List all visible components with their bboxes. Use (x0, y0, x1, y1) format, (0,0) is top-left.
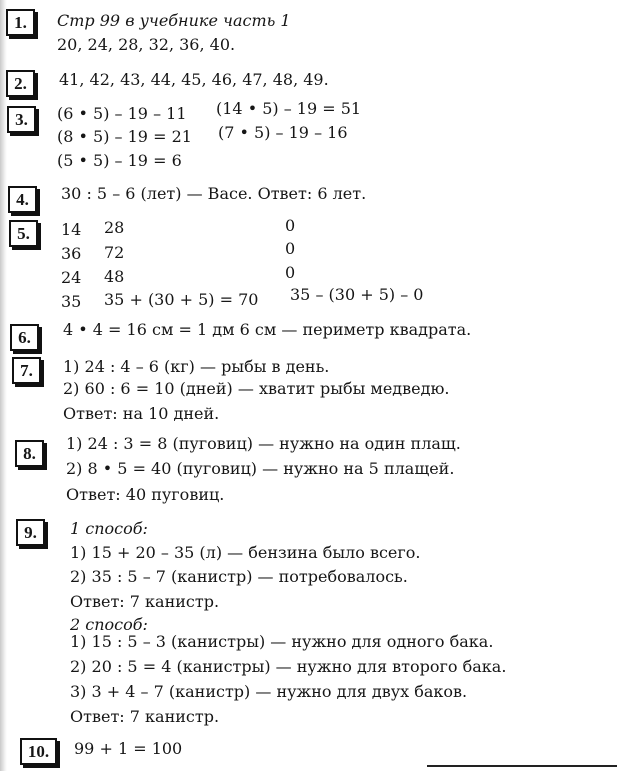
problem-number: 5. (9, 220, 38, 247)
answer-line: 36 (61, 244, 82, 263)
answer-line: 3) 3 + 4 – 7 (канистр) — нужно для двух баков. (70, 682, 468, 701)
answer-line: (14 • 5) – 19 = 51 (216, 99, 362, 118)
answer-line: 0 (285, 263, 296, 282)
answer-line: 99 + 1 = 100 (74, 739, 183, 758)
problem-number: 6. (10, 324, 39, 351)
answer-line: 0 (285, 239, 296, 258)
answer-line: 2) 8 • 5 = 40 (пуговиц) — нужно на 5 плащей. (66, 459, 455, 478)
problem-number: 10. (20, 738, 57, 765)
answer-line: Стр 99 в учебнике часть 1 (57, 11, 291, 30)
bottom-divider (427, 765, 617, 767)
answer-line: 28 (104, 218, 125, 237)
problem-number: 9. (16, 519, 45, 546)
answer-line: Ответ: 7 канистр. (70, 707, 220, 726)
answer-line: 35 (61, 292, 82, 311)
answer-line: Ответ: 7 канистр. (70, 592, 220, 611)
problem-number: 4. (8, 186, 37, 213)
answer-line: 1) 24 : 3 = 8 (пуговиц) — нужно на один плащ. (66, 434, 461, 453)
problem-number: 7. (12, 357, 41, 384)
answer-line: 1 способ: (70, 519, 148, 538)
answer-line: 2) 60 : 6 = 10 (дней) — хватит рыбы медведю. (63, 379, 450, 398)
problem-number: 3. (7, 106, 36, 133)
answer-line: Ответ: 40 пуговиц. (66, 485, 225, 504)
answer-line: 35 + (30 + 5) = 70 (104, 290, 259, 309)
answer-line: 1) 15 + 20 – 35 (л) — бензина было всего. (70, 543, 421, 562)
answer-line: 0 (285, 216, 296, 235)
answer-line: 4 • 4 = 16 см = 1 дм 6 см — периметр квадрата. (63, 320, 472, 339)
problem-number: 2. (6, 70, 35, 97)
answer-line: 35 – (30 + 5) – 0 (290, 285, 424, 304)
answer-line: (7 • 5) – 19 – 16 (218, 123, 348, 142)
answer-line: 2) 35 : 5 – 7 (канистр) — потребовалось. (70, 567, 408, 586)
answer-line: 48 (104, 267, 125, 286)
answer-line: (5 • 5) – 19 = 6 (57, 151, 182, 170)
problem-number: 1. (6, 9, 35, 36)
answer-line: 72 (104, 243, 125, 262)
answer-line: 41, 42, 43, 44, 45, 46, 47, 48, 49. (59, 70, 329, 89)
answer-line: 2 способ: (70, 615, 148, 634)
answer-line: 1) 15 : 5 – 3 (канистры) — нужно для одного бака. (70, 632, 494, 651)
scan-edge-shadow (0, 0, 7, 771)
answer-line: 30 : 5 – 6 (лет) — Васе. Ответ: 6 лет. (61, 184, 367, 203)
problem-number: 8. (15, 440, 44, 467)
answer-line: 20, 24, 28, 32, 36, 40. (57, 35, 236, 54)
answer-line: (8 • 5) – 19 = 21 (57, 127, 192, 146)
answer-line: 2) 20 : 5 = 4 (канистры) — нужно для второго бака. (70, 657, 507, 676)
answer-line: Ответ: на 10 дней. (63, 404, 220, 423)
answer-line: 1) 24 : 4 – 6 (кг) — рыбы в день. (63, 357, 330, 376)
answer-line: 14 (61, 220, 82, 239)
answer-line: (6 • 5) – 19 – 11 (57, 104, 187, 123)
answer-line: 24 (61, 268, 82, 287)
